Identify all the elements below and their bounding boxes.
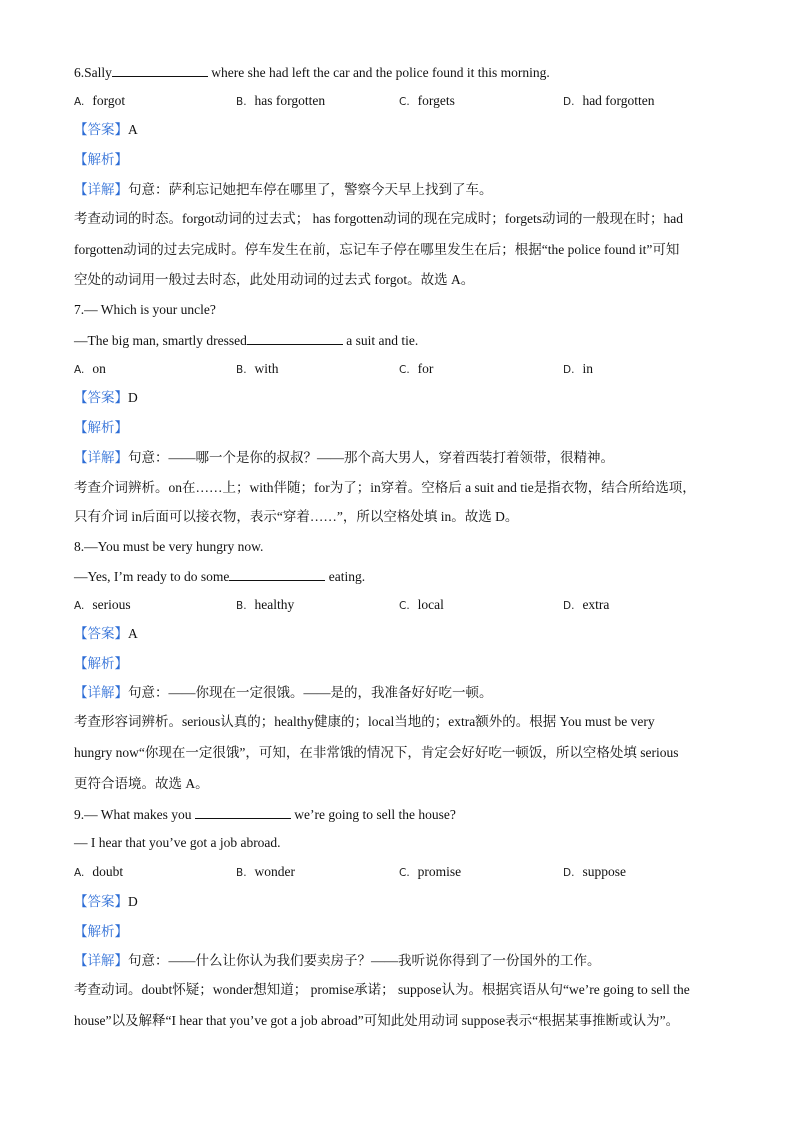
analysis-heading: 【解析】 xyxy=(74,420,128,435)
question-8-stem: 8.—You must be very hungry now. xyxy=(74,539,264,554)
option-d: D. extra xyxy=(563,597,610,612)
explanation-line: forgotten动词的过去完成时。停车发生在前，忘记车子停在哪里发生在后；根据“the police found it”可知 xyxy=(74,242,680,257)
answer-blank xyxy=(247,330,343,345)
analysis-heading: 【解析】 xyxy=(74,152,128,167)
answer-blank xyxy=(229,566,325,581)
detail-line: 【详解】句意：萨利忘记她把车停在哪里了，警察今天早上找到了车。 xyxy=(74,182,493,197)
explanation-line: 更符合语境。故选 A。 xyxy=(74,776,209,791)
analysis-heading: 【解析】 xyxy=(74,656,128,671)
explanation-line: 考查形容词辨析。serious认真的；healthy健康的；local当地的；extra额外的。根据 You must be very xyxy=(74,714,655,729)
detail-line: 【详解】句意：——哪一个是你的叔叔？——那个高大男人，穿着西装打着领带，很精神。 xyxy=(74,450,614,465)
explanation-line: hungry now“你现在一定很饿”，可知，在非常饿的情况下，肯定会好好吃一顿饭，所以空格处填 serious xyxy=(74,745,679,760)
option-c: C. for xyxy=(399,361,434,376)
question-9-options xyxy=(74,862,734,882)
explanation-line: 考查介词辨析。on在……上；with伴随；for为了；in穿着。空格后 a suit and tie是指衣物，结合所给选项， xyxy=(74,480,696,495)
question-8-options xyxy=(74,595,734,615)
answer-line: 【答案】D xyxy=(74,390,138,405)
question-7-line2: —The big man, smartly dressed a suit and tie. xyxy=(74,330,418,351)
question-8-line2: —Yes, I’m ready to do some eating. xyxy=(74,566,365,587)
option-b: B. wonder xyxy=(236,864,296,879)
question-9-line2: — I hear that you’ve got a job abroad. xyxy=(74,835,281,850)
explanation-line: 空处的动词用一般过去时态，此处用动词的过去式 forgot。故选 A。 xyxy=(74,272,475,287)
explanation-line: 只有介词 in后面可以接衣物，表示“穿着……”，所以空格处填 in。故选 D。 xyxy=(74,509,519,524)
option-a: A. on xyxy=(74,361,106,376)
explanation-line: 考查动词的时态。forgot动词的过去式； has forgotten动词的现在完成时；forgets动词的一般现在时；had xyxy=(74,211,683,226)
analysis-heading: 【解析】 xyxy=(74,924,128,939)
option-d: D. suppose xyxy=(563,864,626,879)
option-a: A. forgot xyxy=(74,93,126,108)
explanation-line: 考查动词。doubt怀疑；wonder想知道； promise承诺； suppose认为。根据宾语从句“we’re going to sell the xyxy=(74,982,690,997)
question-9-stem: 9.— What makes you we’re going to sell the house? xyxy=(74,804,456,825)
answer-line: 【答案】A xyxy=(74,626,138,641)
option-c: C. forgets xyxy=(399,93,455,108)
answer-blank xyxy=(195,804,291,819)
question-6-stem: 6.Sally where she had left the car and the police found it this morning. xyxy=(74,62,550,83)
question-7-options xyxy=(74,359,734,379)
option-d: D. had forgotten xyxy=(563,93,655,108)
question-6-options xyxy=(74,91,734,111)
option-d: D. in xyxy=(563,361,593,376)
option-a: A. doubt xyxy=(74,864,124,879)
detail-line: 【详解】句意：——你现在一定很饿。——是的，我准备好好吃一顿。 xyxy=(74,685,493,700)
answer-line: 【答案】A xyxy=(74,122,138,137)
answer-blank xyxy=(112,62,208,77)
question-7-stem: 7.— Which is your uncle? xyxy=(74,302,216,317)
explanation-line: house”以及解释“I hear that you’ve got a job abroad”可知此处用动词 suppose表示“根据某事推断或认为”。 xyxy=(74,1013,680,1028)
option-b: B. healthy xyxy=(236,597,295,612)
answer-line: 【答案】D xyxy=(74,894,138,909)
option-c: C. promise xyxy=(399,864,462,879)
option-b: B. with xyxy=(236,361,279,376)
option-a: A. serious xyxy=(74,597,131,612)
option-b: B. has forgotten xyxy=(236,93,326,108)
detail-line: 【详解】句意：——什么让你认为我们要卖房子？——我听说你得到了一份国外的工作。 xyxy=(74,953,601,968)
option-c: C. local xyxy=(399,597,444,612)
